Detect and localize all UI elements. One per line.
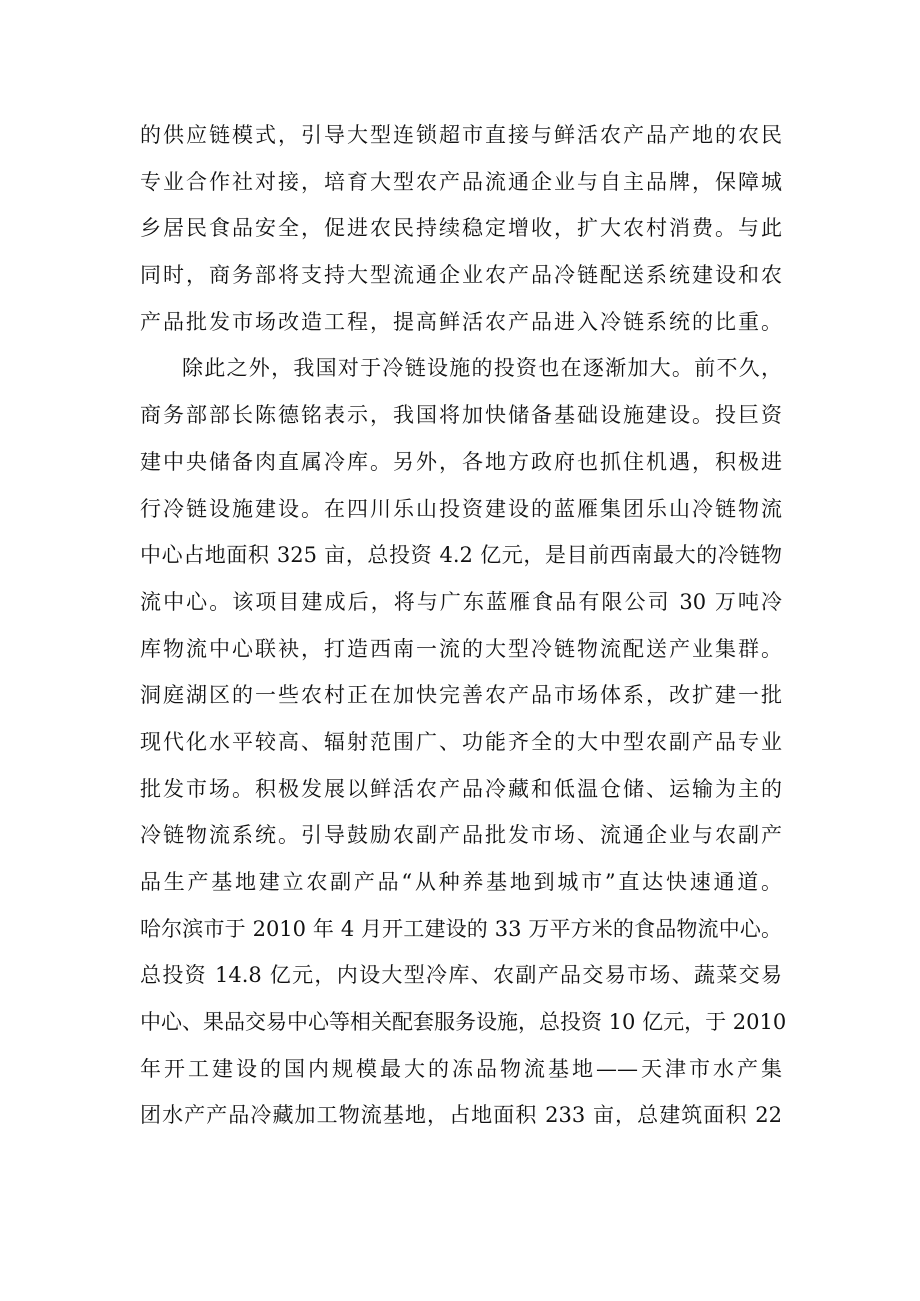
text-line: 专业合作社对接，培育大型农产品流通企业与自主品牌，保障城 [140,169,782,194]
text-line: 产品批发市场改造工程，提高鲜活农产品进入冷链系统的比重。 [140,309,782,334]
text-line: 流中心。该项目建成后，将与广东蓝雁食品有限公司 30 万吨冷 [140,589,782,614]
text-line: 年开工建设的国内规模最大的冻品物流基地——天津市水产集 [140,1056,782,1081]
text-line: 总投资 14.8 亿元，内设大型冷库、农副产品交易市场、蔬菜交易 [140,963,782,988]
text-line: 品生产基地建立农副产品“从种养基地到城市”直达快速通道。 [140,870,782,894]
text-line: 乡居民食品安全，促进农民持续稳定增收，扩大农村消费。与此 [140,216,782,241]
text-line: 团水产产品冷藏加工物流基地，占地面积 233 亩，总建筑面积 22 [140,1103,782,1128]
text-line: 同时，商务部将支持大型流通企业农产品冷链配送系统建设和农 [140,263,782,288]
text-line: 冷链物流系统。引导鼓励农副产品批发市场、流通企业与农副产 [140,823,782,848]
text-line: 行冷链设施建设。在四川乐山投资建设的蓝雁集团乐山冷链物流 [140,496,782,521]
text-line: 中心、果品交易中心等相关配套服务设施，总投资 10 亿元，于 2010 [140,1010,787,1035]
text-line: 中心占地面积 325 亩，总投资 4.2 亿元，是目前西南最大的冷链物 [140,543,782,568]
paragraph-start-line: 除此之外，我国对于冷链设施的投资也在逐渐加大。前不久， [182,356,782,381]
text-line: 批发市场。积极发展以鲜活农产品冷藏和低温仓储、运输为主的 [140,776,782,801]
text-line: 建中央储备肉直属冷库。另外，各地方政府也抓住机遇，积极进 [140,449,782,474]
text-line: 库物流中心联袂，打造西南一流的大型冷链物流配送产业集群。 [140,636,782,661]
text-line: 商务部部长陈德铭表示，我国将加快储备基础设施建设。投巨资 [140,403,782,428]
text-line: 的供应链模式，引导大型连锁超市直接与鲜活农产品产地的农民 [140,123,782,147]
body-text [140,112,787,1139]
text-line: 洞庭湖区的一些农村正在加快完善农产品市场体系，改扩建一批 [140,683,782,708]
text-line: 哈尔滨市于 2010 年 4 月开工建设的 33 万平方米的食品物流中心。 [140,916,782,941]
text-line: 现代化水平较高、辐射范围广、功能齐全的大中型农副产品专业 [140,729,782,754]
